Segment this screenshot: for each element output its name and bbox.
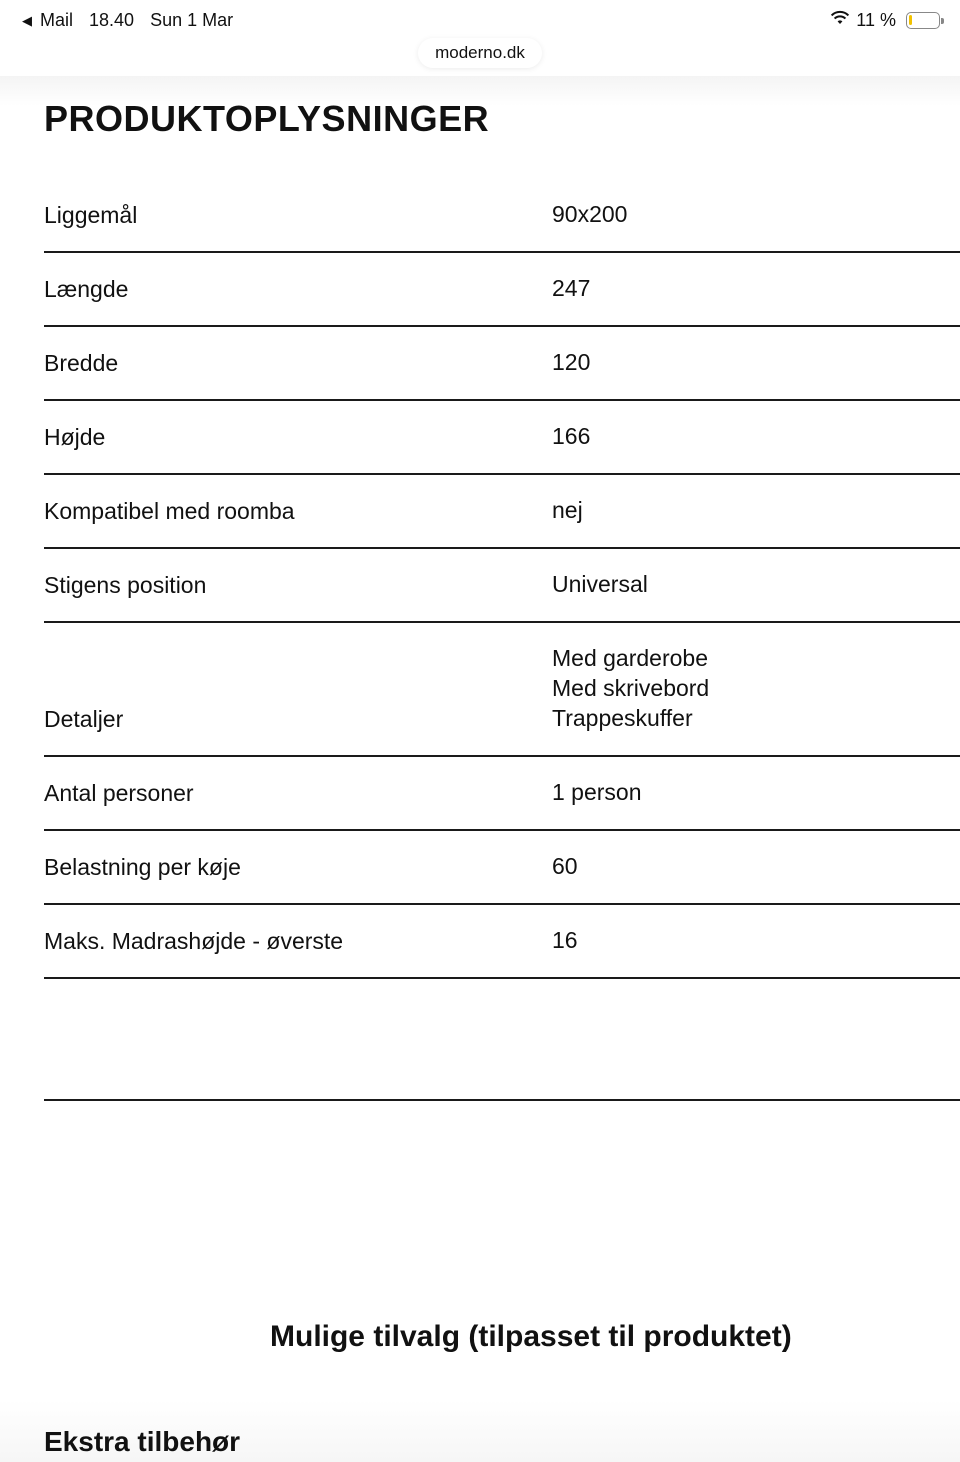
spec-value-line: Universal xyxy=(552,571,648,597)
status-bar xyxy=(0,0,960,42)
spec-value-line: 120 xyxy=(552,349,591,375)
spec-value-line: Med garderobe xyxy=(552,645,708,671)
spec-value xyxy=(552,851,960,881)
spec-label: Kompatibel med roomba xyxy=(44,498,295,524)
status-left xyxy=(22,10,233,31)
spec-value xyxy=(552,777,960,807)
spec-value xyxy=(552,495,960,525)
status-date: Sun 1 Mar xyxy=(150,10,234,30)
url-bar[interactable]: moderno.dk xyxy=(418,38,542,68)
status-right xyxy=(830,10,940,31)
spec-row xyxy=(44,475,960,549)
spec-value xyxy=(552,925,960,955)
spec-label: Bredde xyxy=(44,350,119,376)
spec-row xyxy=(44,905,960,979)
spec-value-line: Trappeskuffer xyxy=(552,705,693,731)
spec-value-line: 1 person xyxy=(552,779,642,805)
section-title: PRODUKTOPLYSNINGER xyxy=(44,98,490,139)
spec-value xyxy=(552,421,960,451)
spec-value xyxy=(552,643,960,733)
spec-value-line: 166 xyxy=(552,423,591,449)
spec-row-empty xyxy=(44,979,960,1101)
spec-row xyxy=(44,253,960,327)
spec-row xyxy=(44,549,960,623)
spec-value-line: 90x200 xyxy=(552,201,628,227)
spec-label: Højde xyxy=(44,424,106,450)
spec-row xyxy=(44,180,960,253)
spec-value-line: Med skrivebord xyxy=(552,675,710,701)
spec-label: Detaljer xyxy=(44,706,124,732)
spec-label: Stigens position xyxy=(44,572,207,598)
spec-row xyxy=(44,831,960,905)
spec-value-line: nej xyxy=(552,497,583,523)
spec-row xyxy=(44,401,960,475)
back-triangle-icon[interactable]: ◀ xyxy=(22,12,32,28)
battery-percent: 11 % xyxy=(856,10,896,30)
spec-label: Maks. Madrashøjde - øverste xyxy=(44,928,344,954)
battery-fill xyxy=(909,15,912,25)
spec-label: Liggemål xyxy=(44,202,138,228)
spec-value-line: 16 xyxy=(552,927,578,953)
options-title: Mulige tilvalg (tilpasset til produktet) xyxy=(270,1320,792,1353)
spec-label: Belastning per køje xyxy=(44,854,241,880)
extras-title: Ekstra tilbehør xyxy=(44,1426,241,1457)
battery-icon xyxy=(906,12,940,29)
spec-row xyxy=(44,757,960,831)
back-app-label[interactable]: Mail xyxy=(40,10,74,30)
specs-table xyxy=(44,180,960,1101)
spec-value-line: 60 xyxy=(552,853,578,879)
spec-row xyxy=(44,623,960,757)
spec-row xyxy=(44,327,960,401)
spec-value xyxy=(552,347,960,377)
spec-label: Længde xyxy=(44,276,129,302)
wifi-icon xyxy=(830,10,850,31)
status-time: 18.40 xyxy=(89,10,135,30)
spec-label: Antal personer xyxy=(44,780,194,806)
spec-value xyxy=(552,569,960,599)
spec-value-line: 247 xyxy=(552,275,591,301)
spec-value xyxy=(552,199,960,229)
spec-value xyxy=(552,273,960,303)
